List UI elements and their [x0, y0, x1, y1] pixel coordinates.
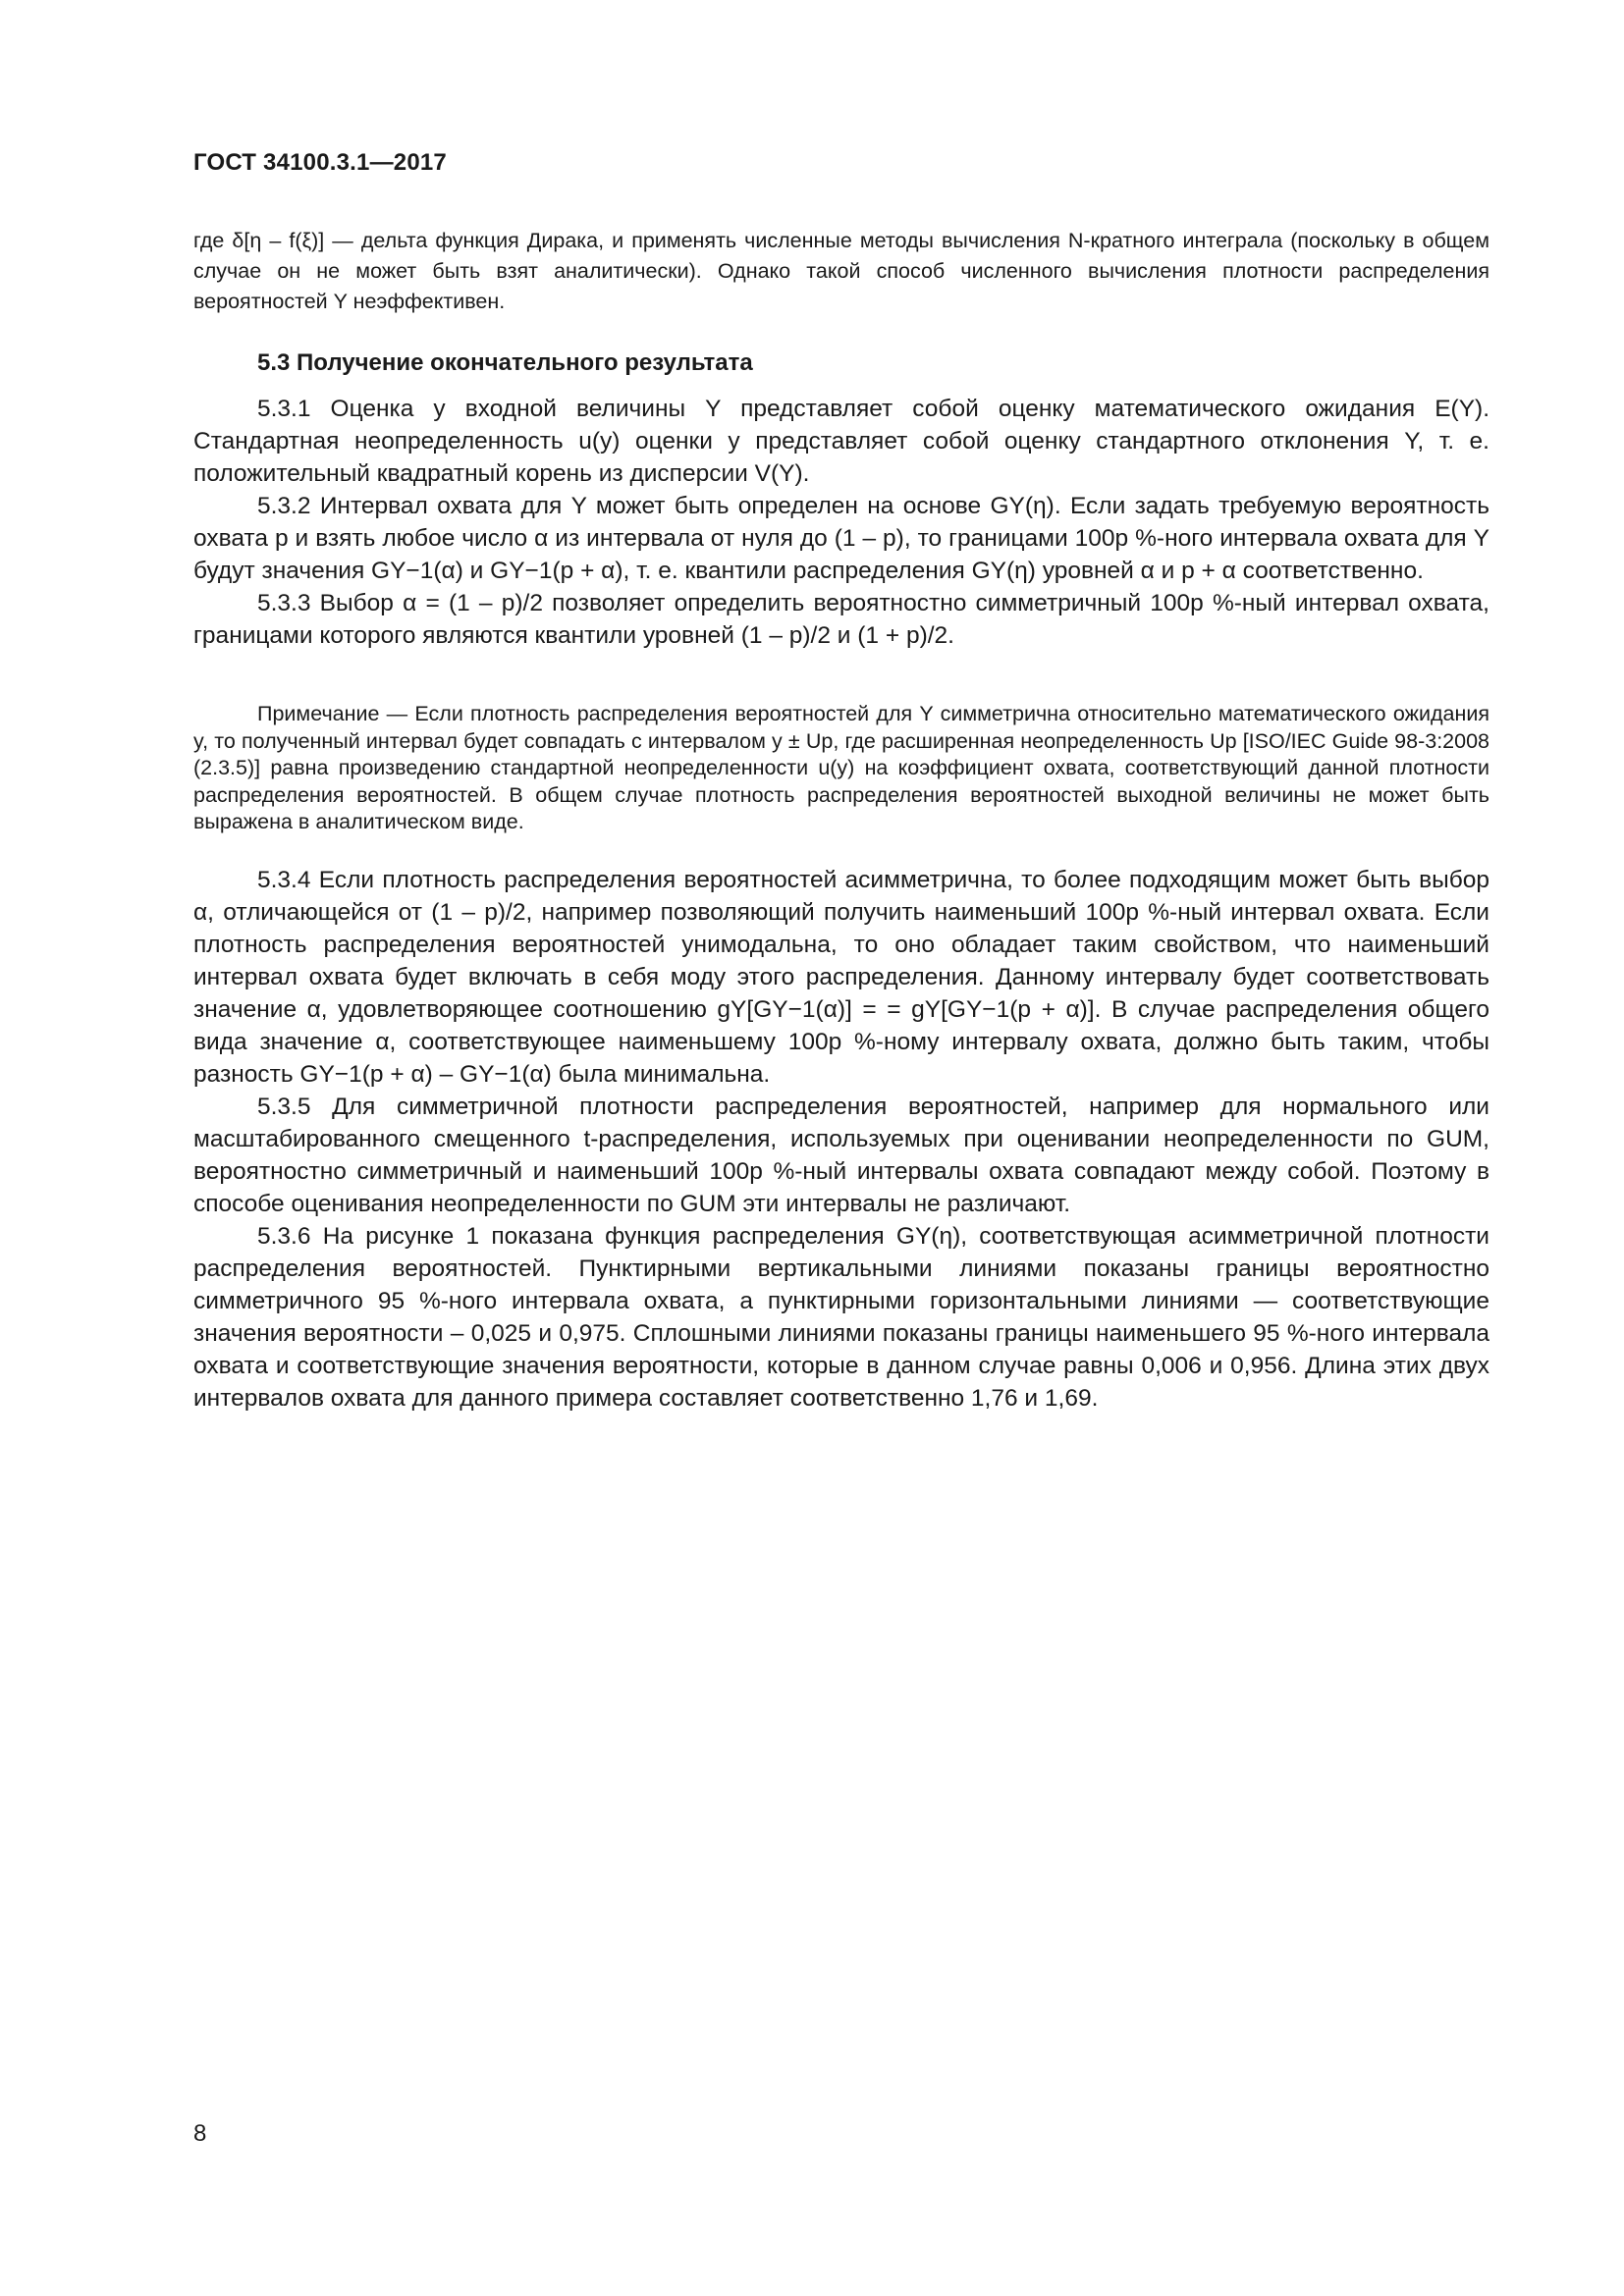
intro-text [193, 226, 1489, 317]
paragraph-5-3-4: 5.3.4 Если плотность распределения вероятностей асимметрична, то более подходящим может быть выбор α, отличающейся от (1 – p)/2, например позволяющий получить наименьший 100p %-ный интервал охвата. Если плотность распределения вероятностей унимодальна, то оно обладает таким свойством, что наименьший интервал охвата будет включать в себя моду этого распределения. Данному интервалу будет соответствовать значение α, удовлетворяющее соотношению gY[GY−1(α)] = = gY[GY−1(p + α)]. В случае распределения общего вида значение α, соответствующее наименьшему 100p %-ному интервалу охвата, должно быть таким, чтобы разность GY−1(p + α) – GY−1(α) была минимальна. [193, 867, 1489, 1088]
paragraph-5-3-1: 5.3.1 Оценка y входной величины Y представляет собой оценку математического ожидания E(Y). Стандартная неопределенность u(y) оценки y представляет собой оценку стандартного отклонения Y, т. е. положительный квадратный корень из дисперсии V(Y). [193, 396, 1489, 487]
section-title: 5.3 Получение окончательного результата [257, 349, 753, 376]
paragraph-5-3-3: 5.3.3 Выбор α = (1 – p)/2 позволяет определить вероятностно симметричный 100p %-ный интервал охвата, границами которого являются квантили уровней (1 – p)/2 и (1 + p)/2. [193, 590, 1489, 649]
intro-paragraph: где δ[η – f(ξ)] — дельта функция Дирака, и применять численные методы вычисления N-кратного интеграла (поскольку в общем случае он не может быть взят аналитически). Однако такой способ численного вычисления плотности распределения вероятностей Y неэффективен. [193, 229, 1489, 313]
section-body-bottom [193, 864, 1489, 1415]
note-paragraph: Примечание — Если плотность распределения вероятностей для Y симметрична относительно математического ожидания y, то полученный интервал будет совпадать с интервалом y ± Up, где расширенная неопределенность Up [ISO/IEC Guide 98-3:2008 (2.3.5)] равна произведению стандартной неопределенности u(y) на коэффициент охвата, соответствующий данной плотности распределения вероятностей. В общем случае плотность распределения вероятностей выходной величины не может быть выражена в аналитическом виде. [193, 702, 1489, 833]
page-number: 8 [193, 2120, 207, 2147]
paragraph-5-3-6: 5.3.6 На рисунке 1 показана функция распределения GY(η), соответствующая асимметричной плотности распределения вероятностей. Пунктирными вертикальными линиями показаны границы вероятностно симметричного 95 %-ного интервала охвата, а пунктирными горизонтальными линиями — соответствующие значения вероятности – 0,025 и 0,975. Сплошными линиями показаны границы наименьшего 95 %-ного интервала охвата и соответствующие значения вероятности, которые в данном случае равны 0,006 и 0,956. Длина этих двух интервалов охвата для данного примера составляет соответственно 1,76 и 1,69. [193, 1223, 1489, 1412]
paragraph-5-3-5: 5.3.5 Для симметричной плотности распределения вероятностей, например для нормального или масштабированного смещенного t-распределения, используемых при оценивании неопределенности по GUM, вероятностно симметричный и наименьший 100p %-ный интервалы охвата совпадают между собой. Поэтому в способе оценивания неопределенности по GUM эти интервалы не различают. [193, 1094, 1489, 1217]
note-block [193, 701, 1489, 836]
section-body-top [193, 393, 1489, 652]
paragraph-5-3-2: 5.3.2 Интервал охвата для Y может быть определен на основе GY(η). Если задать требуемую вероятность охвата p и взять любое число α из интервала от нуля до (1 – p), то границами 100p %-ного интервала охвата для Y будут значения GY−1(α) и GY−1(p + α), т. е. квантили распределения GY(η) уровней α и p + α соответственно. [193, 493, 1489, 584]
document-header: ГОСТ 34100.3.1—2017 [193, 149, 447, 176]
